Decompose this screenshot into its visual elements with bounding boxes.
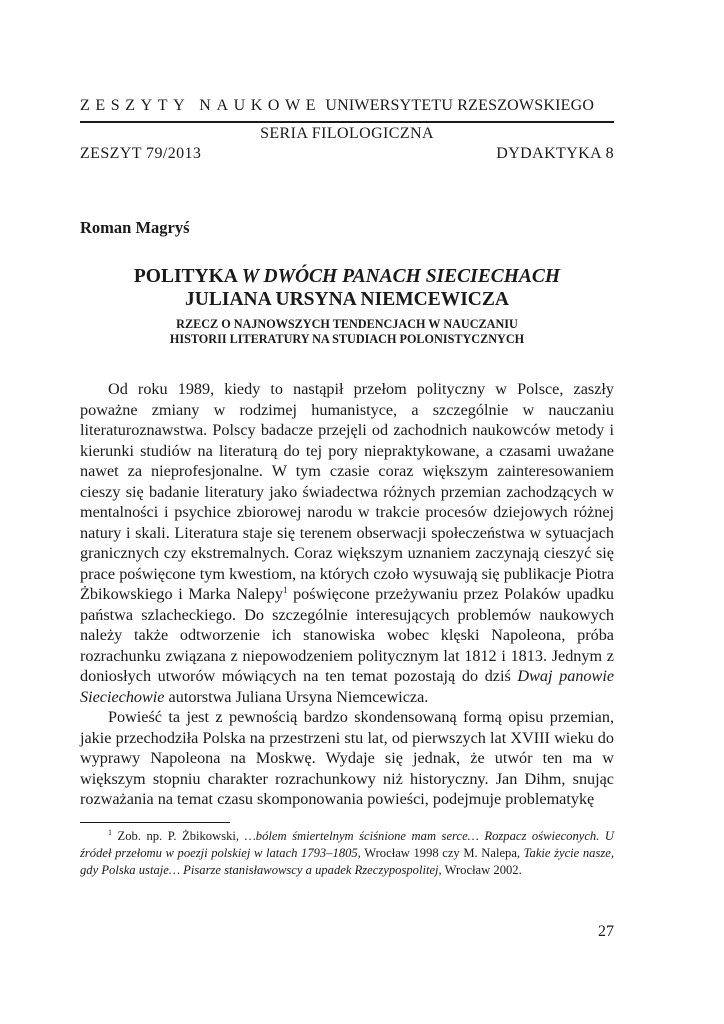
paragraph-1-part-b: poświęcone przeżywaniu przez Polaków upadku państwa szlacheckiego. Do szczególnie interesujących problemów naukowych należy także odtworzenie ich stanowiska wobec klęski Napoleona, próba rozrachunku związana z niepowodzeniem politycznym lat 1812 i 1813. Jednym z doniosłych utworów mówiących na ten temat pozostają do dziś [80, 585, 615, 685]
paragraph-1 [80, 379, 614, 707]
paragraph-1-italic: Dwaj panowie Sieciechowie [80, 667, 614, 706]
journal-name-spaced: ZESZYTY NAUKOWE [80, 97, 322, 114]
author-name: Roman Magryś [80, 218, 190, 237]
subtitle-line-1: RZECZ O NAJNOWSZYCH TENDENCJACH W NAUCZANIU [176, 317, 518, 331]
subtitle-line-2: HISTORII LITERATURY NA STUDIACH POLONISTYCZNYCH [169, 332, 525, 346]
paragraph-2: Powieść ta jest z pewnością bardzo skondensowaną formą opisu przemian, jakie przechodziła Polska na przestrzeni stu lat, od pierwszych lat XVIII wieku do wyprawy Napoleona na Moskwę. Wydaje się jednak, że utwór ten ma w większym stopniu charakter rozrachunkowy niż historyczny. Jan Dihm, snując rozważania na temat czasu skomponowania powieści, podejmuje problematykę [80, 708, 614, 808]
footnote-italic-1: …bólem śmiertelnym ściśnione mam serce… Rozpacz oświeconych. U źródeł przełomu w poezji polskiej w latach 1793–1805 [80, 829, 614, 860]
article-subtitle [80, 317, 614, 347]
footnote-rule [80, 822, 230, 823]
issue-number: ZESZYT 79/2013 [80, 145, 202, 162]
header-rule [80, 121, 614, 123]
series-name: SERIA FILOLOGICZNA [260, 125, 434, 142]
title-roman: POLITYKA [133, 266, 242, 287]
footnote-part-c: , Wrocław 2002. [438, 863, 522, 877]
footnote-part-b: , Wrocław 1998 czy M. Nalepa, [357, 846, 524, 860]
body-text [80, 379, 614, 810]
article-title [80, 265, 614, 311]
paragraph-1-part-c: autorstwa Juliana Ursyna Niemcewicza. [164, 687, 429, 706]
journal-name [80, 97, 614, 115]
footnote-1 [80, 828, 614, 879]
paragraph-1-part-a: Od roku 1989, kiedy to nastąpił przełom polityczny w Polsce, zaszły poważne zmiany w rodzimej humanistyce, a szczególnie w nauczaniu literaturoznawstwa. Polscy badacze przejęli od zachodnich naukowców metody i kierunki studiów na literaturą do tej pory niepraktykowane, a czasami uważane nawet za nieprofesjonalne. W tym czasie coraz większym zainteresowaniem cieszy się badanie literatury jako świadectwa różnych przemian zachodzących w mentalności i psychice zbiorowej narodu w trakcie procesów dziejowych różnej natury i skali. Literatura staje się terenem obserwacji społeczeństwa w sytuacjach granicznych czy ekstremalnych. Coraz większym uznaniem zaczynają cieszyć się prace poświęcone tym kwestiom, na których czoło wysuwają się publikacje Piotra Żbikowskiego i Marka Nalepy [80, 380, 614, 603]
page-number: 27 [598, 923, 614, 940]
section-name: DYDAKTYKA 8 [496, 145, 614, 162]
title-line-2: JULIANA URSYNA NIEMCEWICZA [185, 289, 509, 310]
footnote-number: 1 [108, 828, 112, 837]
title-line-1 [80, 265, 614, 288]
journal-name-rest: UNIWERSYTETU RZESZOWSKIEGO [325, 97, 595, 114]
footnote-part-a: Zob. np. P. Żbikowski, [112, 829, 245, 843]
footnote-ref-1: 1 [282, 585, 288, 595]
title-italic: W DWÓCH PANACH SIECIECHACH [241, 266, 561, 287]
footnote-italic-2: Takie życie nasze, gdy Polska ustaje… Pisarze stanisławowscy a upadek Rzeczypospolitej [80, 846, 614, 877]
